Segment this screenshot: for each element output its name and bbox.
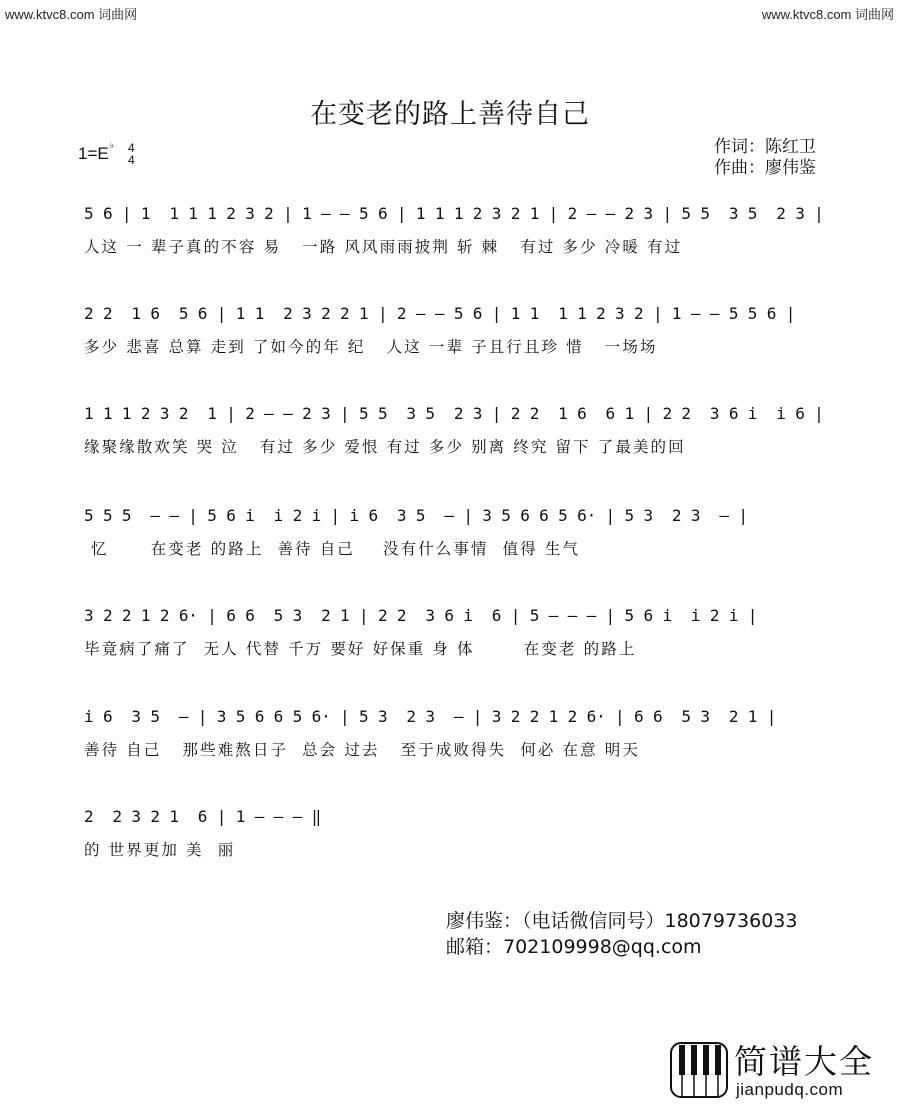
notes-line-2: 2 2 1 6 5 6 | 1 1 2 3 2 2 1 | 2 — — 5 6 | 1 1 1 1 2 3 2 | 1 — — 5 5 6 | <box>84 304 796 323</box>
key-signature <box>78 140 114 164</box>
lyricist-credit: 作词：陈红卫 <box>714 137 816 157</box>
site-logo <box>670 1036 886 1106</box>
notes-line-6: i 6 3 5 — | 3 5 6 6 5 6· | 5 3 2 3 — | 3 2 2 1 2 6· | 6 6 5 3 2 1 | <box>84 707 777 726</box>
site-tag-left: www.ktvc8.com 词曲网 <box>5 7 138 22</box>
lyrics-line-5: 毕竟病了痛了 无人 代替 千万 要好 好保重 身 体 在变老 的路上 <box>84 640 637 658</box>
notes-line-4: 5 5 5 — — | 5 6 i i 2 i | i 6 3 5 — | 3 5 6 6 5 6· | 5 3 2 3 — | <box>84 506 748 525</box>
composer-credit: 作曲：廖伟鉴 <box>714 158 816 178</box>
lyrics-line-2: 多少 悲喜 总算 走到 了如今的年 纪 人这 一辈 子且行且珍 惜 一场场 <box>84 338 658 356</box>
time-signature <box>128 142 135 166</box>
key-label: 1=E <box>78 144 109 163</box>
score-row-1 <box>84 201 826 259</box>
meter-bottom: 4 <box>128 153 135 167</box>
song-title: 在变老的路上善待自己 <box>310 99 590 130</box>
score-row-3 <box>84 401 826 459</box>
lyrics-line-4: 忆 在变老 的路上 善待 自己 没有什么事情 值得 生气 <box>84 540 581 558</box>
site-tag-right: www.ktvc8.com 词曲网 <box>761 7 894 22</box>
notes-line-7: 2 2 3 2 1 6 | 1 — — — ‖ <box>84 807 322 826</box>
logo-title: 简谱大全 <box>734 1042 874 1081</box>
score-row-2 <box>84 301 826 359</box>
contact-email: 邮箱：702109998@qq.com <box>446 936 702 958</box>
lyrics-line-7: 的 世界更加 美 丽 <box>84 841 236 859</box>
score-row-4 <box>84 503 826 561</box>
piano-keys-icon <box>670 1042 728 1098</box>
contact-phone: 廖伟鉴：（电话微信同号）18079736033 <box>446 910 798 932</box>
score-row-7 <box>84 804 826 862</box>
logo-url: jianpudq.com <box>736 1080 844 1099</box>
notes-line-1: 5 6 | 1 1 1 1 2 3 2 | 1 — — 5 6 | 1 1 1 2 3 2 1 | 2 — — 2 3 | 5 5 3 5 2 3 | <box>84 204 824 223</box>
flat-icon: ♭ <box>109 140 114 151</box>
score-row-5 <box>84 603 826 661</box>
meter-top: 4 <box>128 141 135 155</box>
lyrics-line-1: 人这 一 辈子真的不容 易 一路 风风雨雨披荆 斩 棘 有过 多少 冷暖 有过 <box>84 238 683 256</box>
lyrics-line-3: 缘聚缘散欢笑 哭 泣 有过 多少 爱恨 有过 多少 别离 终究 留下 了最美的回 <box>84 438 686 456</box>
notes-line-5: 3 2 2 1 2 6· | 6 6 5 3 2 1 | 2 2 3 6 i 6 | 5 — — — | 5 6 i i 2 i | <box>84 606 758 625</box>
lyrics-line-6: 善待 自己 那些难熬日子 总会 过去 至于成败得失 何必 在意 明天 <box>84 741 640 759</box>
notes-line-3: 1 1 1 2 3 2 1 | 2 — — 2 3 | 5 5 3 5 2 3 | 2 2 1 6 6 1 | 2 2 3 6 i i 6 | <box>84 404 824 423</box>
score-row-6 <box>84 704 826 762</box>
